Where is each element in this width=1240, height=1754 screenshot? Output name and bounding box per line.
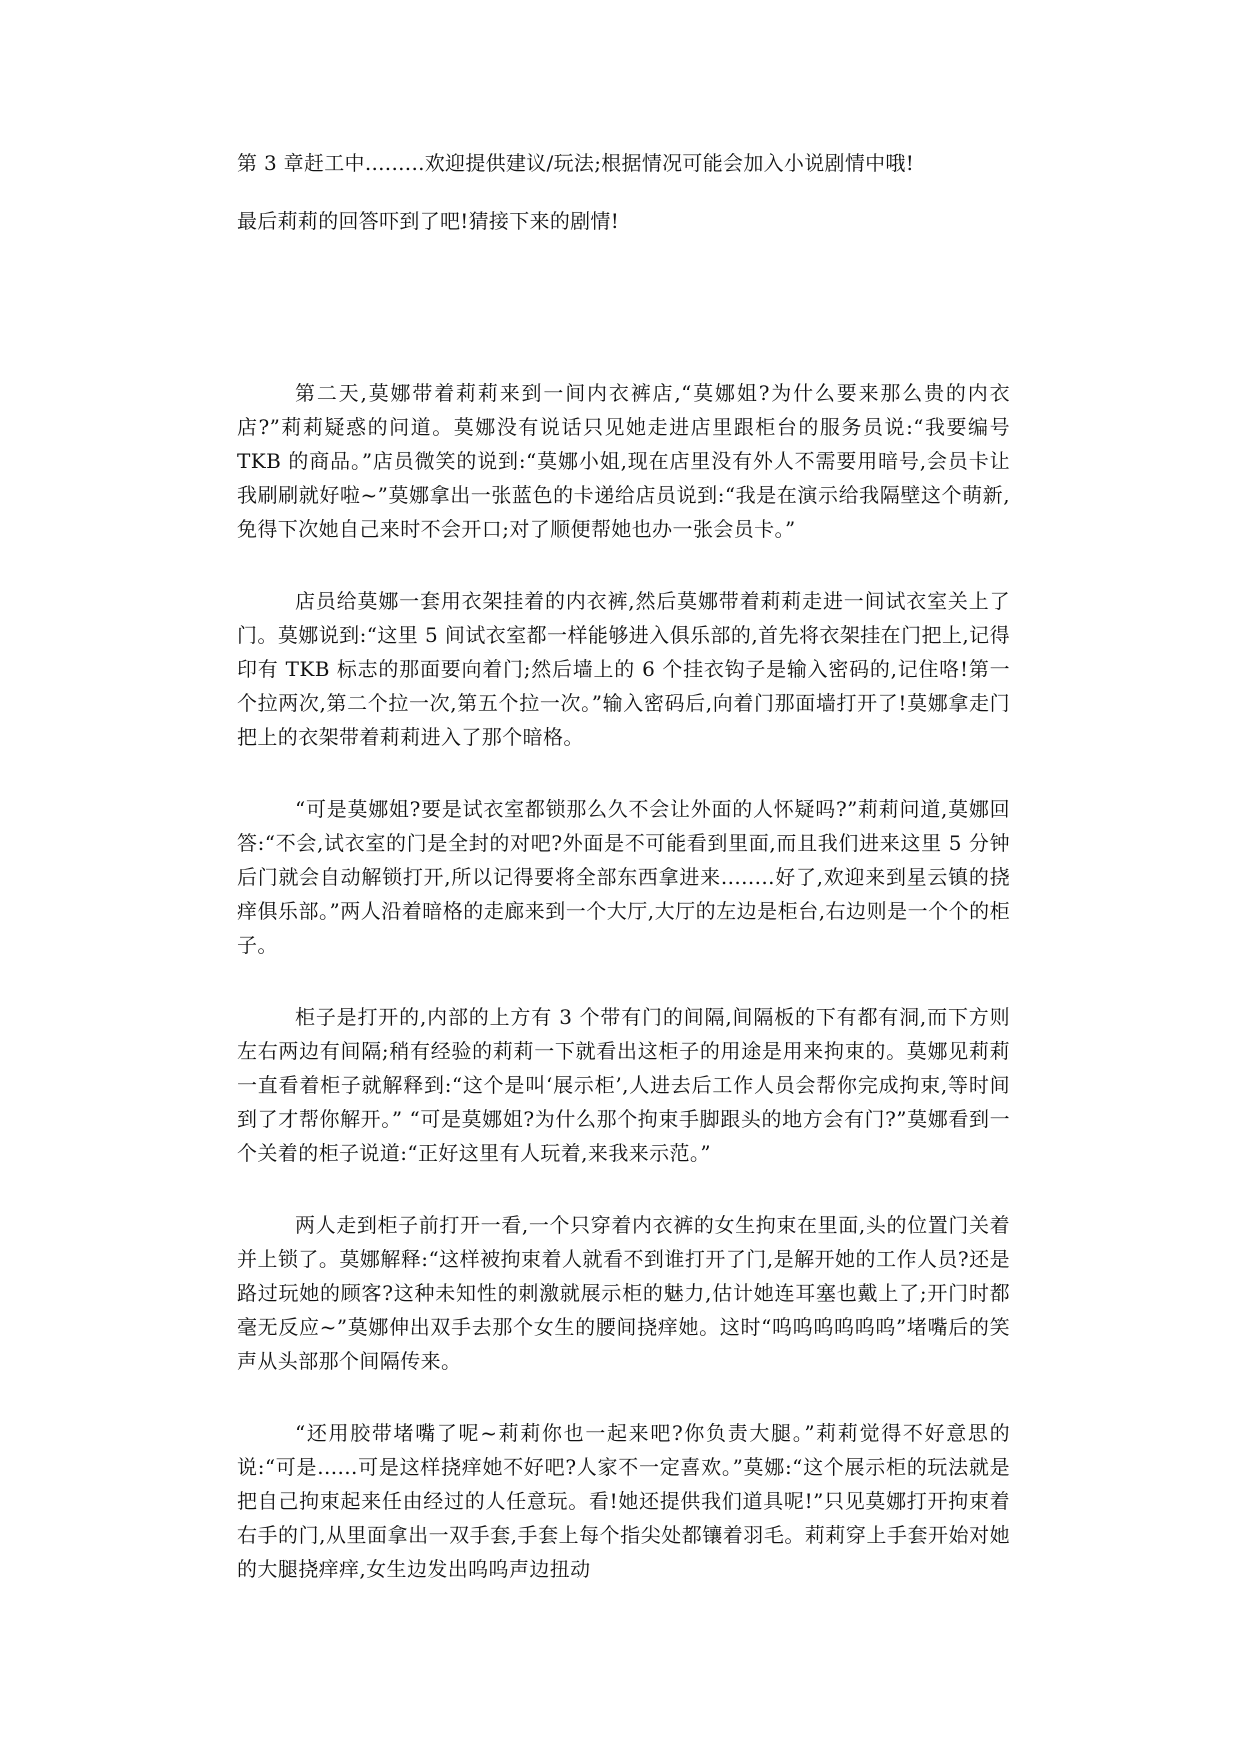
story-paragraph-2: 店员给莫娜一套用衣架挂着的内衣裤,然后莫娜带着莉莉走进一间试衣室关上了门。莫娜说到:“这里 5 间试衣室都一样能够进入俱乐部的,首先将衣架挂在门把上,记得印有 TKB 标志的那面要向着门;然后墙上的 6 个挂衣钩子是输入密码的,记住咯!第一个拉两次,第二个拉一次,第五个拉一次。”输入密码后,向着门那面墙打开了!莫娜拿走门把上的衣架带着莉莉进入了那个暗格。	[237, 589, 1010, 749]
story-body	[237, 376, 1010, 1624]
author-note-line-1: 第 3 章赶工中.........欢迎提供建议/玩法;根据情况可能会加入小说剧情中哦!	[237, 151, 915, 175]
story-paragraph-1: 第二天,莫娜带着莉莉来到一间内衣裤店,“莫娜姐?为什么要来那么贵的内衣店?”莉莉疑惑的问道。莫娜没有说话只见她走进店里跟柜台的服务员说:“我要编号 TKB 的商品。”店员微笑的说到:“莫娜小姐,现在店里没有外人不需要用暗号,会员卡让我刷刷就好啦~”莫娜拿出一张蓝色的卡递给店员说到:“我是在演示给我隔壁这个萌新,免得下次她自己来时不会开口;对了顺便帮她也办一张会员卡。”	[237, 381, 1011, 541]
story-paragraph-6: “还用胶带堵嘴了呢~莉莉你也一起来吧?你负责大腿。”莉莉觉得不好意思的说:“可是......可是这样挠痒她不好吧?人家不一定喜欢。”莫娜:“这个展示柜的玩法就是把自己拘束起来任由经过的人任意玩。看!她还提供我们道具呢!”只见莫娜打开拘束着右手的门,从里面拿出一双手套,手套上每个指尖处都镶着羽毛。莉莉穿上手套开始对她的大腿挠痒痒,女生边发出呜呜声边扭动	[237, 1421, 1010, 1581]
story-paragraph-5: 两人走到柜子前打开一看,一个只穿着内衣裤的女生拘束在里面,头的位置门关着并上锁了。莫娜解释:“这样被拘束着人就看不到谁打开了门,是解开她的工作人员?还是路过玩她的顾客?这种未知性的刺激就展示柜的魅力,估计她连耳塞也戴上了;开门时都毫无反应~”莫娜伸出双手去那个女生的腰间挠痒她。这时“呜呜呜呜呜呜”堵嘴后的笑声从头部那个间隔传来。	[237, 1213, 1010, 1373]
story-paragraph-3: “可是莫娜姐?要是试衣室都锁那么久不会让外面的人怀疑吗?”莉莉问道,莫娜回答:“不会,试衣室的门是全封的对吧?外面是不可能看到里面,而且我们进来这里 5 分钟后门就会自动解锁打开,所以记得要将全部东西拿进来........好了,欢迎来到星云镇的挠痒俱乐部。”两人沿着暗格的走廊来到一个大厅,大厅的左边是柜台,右边则是一个个的柜子。	[237, 797, 1010, 957]
author-note	[237, 148, 1017, 264]
story-paragraph-4: 柜子是打开的,内部的上方有 3 个带有门的间隔,间隔板的下有都有洞,而下方则左右两边有间隔;稍有经验的莉莉一下就看出这柜子的用途是用来拘束的。莫娜见莉莉一直看着柜子就解释到:“这个是叫‘展示柜’,人进去后工作人员会帮你完成拘束,等时间到了才帮你解开。” “可是莫娜姐?为什么那个拘束手脚跟头的地方会有门?”莫娜看到一个关着的柜子说道:“正好这里有人玩着,来我来示范。”	[237, 1005, 1010, 1165]
author-note-line-2: 最后莉莉的回答吓到了吧!猜接下来的剧情!	[237, 209, 620, 233]
